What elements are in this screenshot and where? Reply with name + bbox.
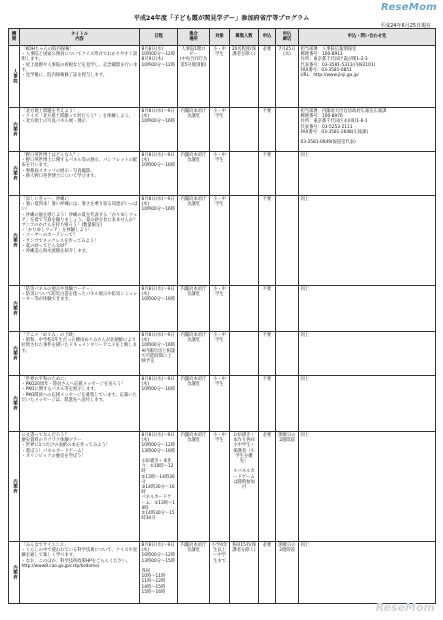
capacity-cell-text: お絵描き＋本作り各回小中学生＋保護者（小学生を優先） ＊パネルカードゲームは随時参加可 [233,433,255,491]
application-cell [259,542,276,604]
program-title-cell [20,332,140,376]
place-cell-text: 内閣府本府庁舎講堂 [180,109,207,120]
ministry-cell-text: 内閣府 [12,346,18,361]
program-table [8,28,436,604]
target-cell [210,196,230,286]
application-cell-text: 必要 [262,543,272,548]
place-cell [178,332,210,376]
deadline-cell [276,108,299,152]
target-cell-text: 小・中学生 [213,153,226,164]
capacity-cell [230,108,259,152]
target-cell [210,376,230,432]
column-header-application: 申込 [259,29,276,46]
capacity-cell [230,542,259,604]
capacity-cell [230,432,259,542]
place-cell-text: 内閣府本府庁舎講堂 [180,433,207,444]
program-title-cell [20,286,140,332]
date-cell [140,152,178,196]
table-row [9,432,436,542]
place-cell [178,286,210,332]
ministry-cell [9,332,20,376]
capacity-cell [230,376,259,432]
application-cell-text: 不要 [262,377,272,382]
application-cell-text: 不要 [262,197,272,202]
date-cell-text: 8月8日(水)～9日(木) 10時00分～16時 [141,287,176,303]
application-cell [259,286,276,332]
place-cell [178,376,210,432]
program-title-cell [20,376,140,432]
target-cell-text: 小・中学生 [213,377,226,388]
watermark-logo: ReseMom [380,2,437,13]
application-cell-text: 必要 [262,47,272,52]
contact-cell-text: 担当部署：内閣府大臣官房政府広報室広報課 郵便番号：100-8970 住所：東京都千代田区永田町1-6-1 代表番号：03-5253-2111 FAX番号：03-3581-2648(広報課) 03-3581-0949(報道室代表) [300,109,387,146]
application-cell [259,332,276,376]
program-title-cell-text: 「みんなでサイエンス」 ・くらしの中で使われている科学技術について、クイズや実験を通して楽しく学べます。 ・なお、このほか、科学技術政策HPをごらんください。 http://www8.cao.go.jp/cstp/kodomo/ [21,543,138,569]
date-cell [140,332,178,376]
date-cell [140,196,178,286]
capacity-cell [230,152,259,196]
column-header-capacity: 募集人数 [230,29,259,46]
table-row [9,286,436,332]
ministry-cell-text: 内閣府 [12,122,18,137]
deadline-cell-text: 開催日の2週間前 [278,433,296,444]
capacity-cell [230,332,259,376]
contact-cell-text: 同上 [300,153,310,158]
contact-cell [299,332,436,376]
capacity-cell-text: 20名程度(保護者を除く) [231,47,257,58]
column-header-target: 対象 [210,29,230,46]
place-cell-text: 内閣府本府庁舎講堂 [180,197,207,208]
date-cell [140,542,178,604]
ministry-cell [9,108,20,152]
application-cell-text: 不要 [262,109,272,114]
column-header-ministry: 機関 [9,29,20,46]
contact-cell [299,46,436,108]
contact-cell-text: 同上 [300,197,310,202]
deadline-cell [276,432,299,542]
date-cell-text: 8月8日(水)～9日(木) 10時00分～12時 13時00分～15時 各回 10時～11時 11時～12時 14時～15時 15時～16時 [141,543,176,595]
date-cell [140,376,178,432]
program-title-cell [20,432,140,542]
target-cell [210,542,230,604]
target-cell [210,108,230,152]
application-cell [259,196,276,286]
program-title-cell-text: 公文書ってなんだろう？ 歴史資料のワクワク体験ツアー ・世界に1つだけの表紙の本を作ってみよう！ ・遊ぼう！パネルカードゲーム！ ・オリンピックの歴史を学ぼう！ [21,433,111,459]
place-cell [178,542,210,604]
place-cell-text: 内閣府本府庁舎講堂 [180,377,207,388]
program-title-cell-text: 「防災パネルの展示や体験コーナー」 ・防災について防災白書を使ったパネル展示や防災シミュレーター等が体験できます。 [21,287,138,303]
place-cell-text: 内閣府本府庁舎講堂 [180,287,207,298]
deadline-cell [276,286,299,332]
watermark-logo-bottom: ReseMom [375,601,435,614]
ministry-cell [9,196,20,286]
date-cell-text: 8月8日(水)～9日(木) 10時00分～16時 [141,109,176,125]
ministry-cell [9,376,20,432]
place-cell-text: 人事院1階ロビー (中央合同庁舎第5号館別館) [179,47,208,68]
application-cell-text: 不要 [262,287,272,292]
date-cell-text: 8月8日(水)～9日(木) 10時00分～12時 13時00分～16時 お絵描き＋本作り：①10時～12時 ②13時～14時30分 ③14時30分～16時 パネルカードゲーム：①13時～14時 ②14時30分～15時30分 [141,433,176,522]
table-row [9,108,436,152]
ministry-cell [9,542,20,604]
place-cell [178,46,210,108]
contact-cell [299,376,436,432]
table-header-row [9,29,436,46]
ministry-cell-text: 人事院 [12,69,18,84]
ministry-cell-text: 内閣府 [12,166,18,181]
program-title-cell-text: 「涼しいきゃ～、沖縄♪」 ・暑い夏到来！暑い沖縄には、暑さを乗り切る知恵がいっぱい！ ・沖縄の風を感じよう！沖縄の夏を代表する「かりゆしウェア」を着て写真を撮りましょう。夏の砂を見に来ませんか？サンゴのかけらを持ち帰ろう！(数量限定) ・「かりゆしウェア」を体験しよう！ ・コーヤーのカーテンって？ ・サンゴでネックレスを作ってみよう！ ・夏の砂ってどんな砂？ ・沖縄美ら海水族館を紹介します。 [21,197,138,255]
as-of-date: 平成24年6月25日現在 [380,23,431,29]
date-cell [140,46,178,108]
table-row [9,196,436,286]
target-cell [210,432,230,542]
capacity-cell [230,286,259,332]
ministry-cell-text: 内閣府 [12,233,18,248]
target-cell-text: 小・中学生 [213,109,226,120]
place-cell [178,432,210,542]
contact-cell-text: 同上 [300,433,310,438]
target-cell [210,152,230,196]
program-title-cell [20,542,140,604]
contact-cell [299,196,436,286]
program-title-cell [20,46,140,108]
program-title-cell-text: 「北方領土問題を考えよう！」 ・クイズ「北方領土問題って何だろう？」を体験しよう。 ・北方領土の写真パネル展・展示 [21,109,133,125]
column-header-date: 日程 [140,29,178,46]
program-title-cell [20,152,140,196]
table-row [9,152,436,196]
contact-cell-text: 同上 [300,543,310,548]
target-cell [210,286,230,332]
deadline-cell [276,152,299,196]
application-cell [259,376,276,432]
column-header-deadline: 申込 締切 [276,29,299,46]
place-cell-text: 内閣府本府庁舎講堂 [180,153,207,164]
table-row [9,46,436,108]
deadline-cell [276,332,299,376]
ministry-cell-text: 内閣府 [12,396,18,411]
ministry-cell-text: 内閣府 [12,565,18,580]
target-cell-text: 小・中学生 [213,287,226,298]
deadline-cell-text: 開催日の2週間前 [278,543,296,554]
target-cell [210,332,230,376]
target-cell-text: 小学4年生以上～中学生まで [211,543,228,564]
deadline-cell [276,542,299,604]
contact-cell [299,432,436,542]
date-cell-text: 8月8日(水)～9日(木) 10時00分～16時 ※内閣官房と相談で可能時間に上映予定 [141,333,176,365]
date-cell-text: 8月8日(水)～9日(木) 10時00分～16時 [141,153,176,169]
application-cell [259,152,276,196]
application-cell [259,432,276,542]
column-header-contact: 申込・問い合わせ先 [299,29,436,46]
contact-cell [299,108,436,152]
ministry-cell [9,432,20,542]
deadline-cell [276,196,299,286]
application-cell [259,108,276,152]
date-cell-text: 8月8日(水) 10時00分～12時 8月9日(木) 10時00分～12時 [141,47,176,68]
capacity-cell-text: 各回15名(保護者を除く) [231,543,257,554]
date-cell-text: 8月8日(水)～9日(木) 10時00分～16時 [141,377,176,393]
ministry-cell-text: 内閣府 [12,301,18,316]
deadline-cell [276,46,299,108]
program-title-cell [20,108,140,152]
date-cell [140,108,178,152]
table-row [9,542,436,604]
place-cell-text: 内閣府本府庁舎講堂 [180,543,207,554]
contact-cell-text: 担当部署：人事院広報情報室 郵便番号：100-8913 住所：東京都千代田区霞が関1-2-3 代表番号：03-3581-5311(内線2101) FAX番号：03-3581-0851 URL：http://www.jinji.go.jp/ [300,47,376,79]
target-cell [210,46,230,108]
program-title-cell-text: 「アニメ「めぐみ」の上映」 ・昭和、中学校1年生だった横田めぐみさんが北朝鮮により拉致された事件を描いたドキュメンタリーアニメを上映します。 [21,333,137,354]
column-header-place: 集合 場所 [178,29,210,46]
contact-cell-text: 同上 [300,287,310,292]
target-cell-text: 小・中学生 [213,333,226,344]
date-cell [140,286,178,332]
application-cell-text: 必要 [262,433,272,438]
contact-cell [299,152,436,196]
application-cell-text: 不要 [262,333,272,338]
application-cell [259,46,276,108]
application-cell-text: 不要 [262,153,272,158]
page-title: 平成24年度「子ども霞が関見学デー」参加府省庁等プログラム [133,15,310,22]
capacity-cell [230,196,259,286]
target-cell-text: 小・中学生 [213,433,226,444]
contact-cell [299,286,436,332]
place-cell [178,152,210,196]
contact-cell [299,542,436,604]
date-cell-text: 8月8日(水)～9日(木) 10時00分～16時 [141,197,176,213]
place-cell-text: 内閣府本府庁舎講堂 [180,333,207,344]
place-cell [178,108,210,152]
place-cell [178,196,210,286]
deadline-cell-text: 7月25日(水) [278,47,296,58]
target-cell-text: 小・中学生 [213,197,226,208]
ministry-cell [9,152,20,196]
program-title-cell-text: 「世界の平和のために」 ・PKO20周年・陸員さんへ応援メッセージを送ろう！ ・PKOに関するパネル等を展示します。 ・PKO隊員への応援メッセージを募集しています。応募いただいたメッセージは、派遣先へ送付します。 [21,377,137,403]
date-cell [140,432,178,542]
table-row [9,332,436,376]
program-title-cell [20,196,140,286]
contact-cell-text: 同上 [300,377,310,382]
column-header-title: タイトル 内容 [20,29,140,46]
table-row [9,376,436,432]
program-title-cell-text: 「野口英世博士はどんな人？」 ・野口英世博士に関するパネル等の展示、パンフレットの配布を行います。 ・事務局スタッフの展示・写真撮影。 ・偉人野口英世博士について学びます。 [21,153,138,179]
target-cell-text: 小・中学生 [213,47,226,58]
ministry-cell [9,286,20,332]
contact-cell-text: 同上 [300,333,310,338]
ministry-cell-text: 内閣府 [12,479,18,494]
ministry-cell [9,46,20,108]
deadline-cell [276,376,299,432]
program-title-cell-text: 「KOHちゃんの院内探検！」 ・人事院と国家公務員についてクイズ形式でわかりやすく説明します。 ・屋上庭園や人事院の看板などを見学し、記念撮影を行います。 ・見学後に、院内探検修了証を授与します。 [21,47,138,79]
capacity-cell [230,46,259,108]
